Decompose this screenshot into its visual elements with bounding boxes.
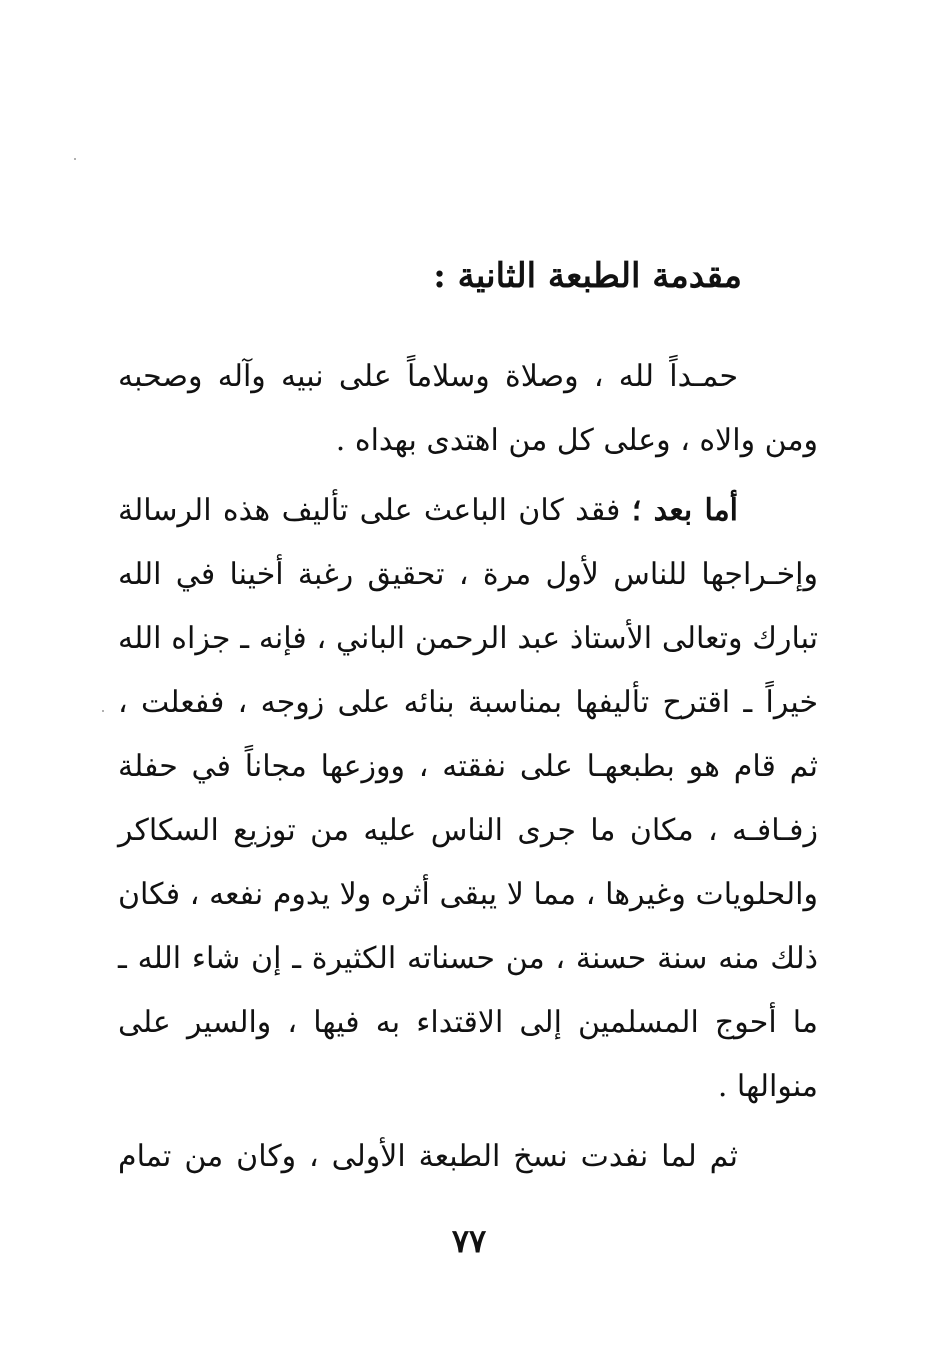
paragraph-2-line-10: منوالها . [717, 1069, 818, 1104]
page-number: ٧٧ [451, 1222, 487, 1260]
paragraph-2-line-1-text: فقد كان الباعث على تأليف هذه الرسالة [118, 493, 632, 528]
scan-speck [74, 158, 76, 160]
paragraph-2-line-8: ذلك منه سنة حسنة ، من حسناته الكثيرة ـ إن شاء الله ـ [118, 941, 818, 976]
scan-speck [102, 710, 104, 712]
paragraph-3-line-1: ثم لما نفدت نسخ الطبعة الأولى ، وكان من تمام [118, 1139, 738, 1174]
paragraph-2-line-1 [118, 479, 818, 543]
paragraph-2-line-7: والحلويات وغيرها ، مما لا يبقى أثره ولا يدوم نفعه ، فكان [118, 877, 818, 912]
paragraph-2-line-5: ثم قام هو بطبعهـا على نفقته ، ووزعها مجاناً في حفلة [118, 749, 818, 784]
paragraph-1-line-1: حمـداً لله ، وصلاة وسلاماً على نبيه وآله وصحبه [118, 359, 738, 394]
paragraph-2-line-4: خيراً ـ اقترح تأليفها بمناسبة بنائه على زوجه ، ففعلت ، [118, 685, 818, 720]
paragraph-2-line-3: تبارك وتعالى الأستاذ عبد الرحمن الباني ، فإنه ـ جزاه الله [118, 621, 818, 656]
body-text [118, 345, 818, 1189]
paragraph-2-lead: أما بعد ؛ [631, 493, 739, 528]
paragraph-2-line-2: وإخـراجها للناس لأول مرة ، تحقيق رغبة أخينا في الله [118, 557, 818, 592]
paragraph-2-line-6: زفـافـه ، مكان ما جرى الناس عليه من توزيع السكاكر [118, 813, 818, 848]
section-heading: مقدمة الطبعة الثانية : [433, 256, 742, 296]
paragraph-2-line-9: ما أحوج المسلمين إلى الاقتداء به فيها ، والسير على [118, 1005, 818, 1040]
paragraph-1-line-2: ومن والاه ، وعلى كل من اهتدى بهداه . [335, 423, 818, 458]
